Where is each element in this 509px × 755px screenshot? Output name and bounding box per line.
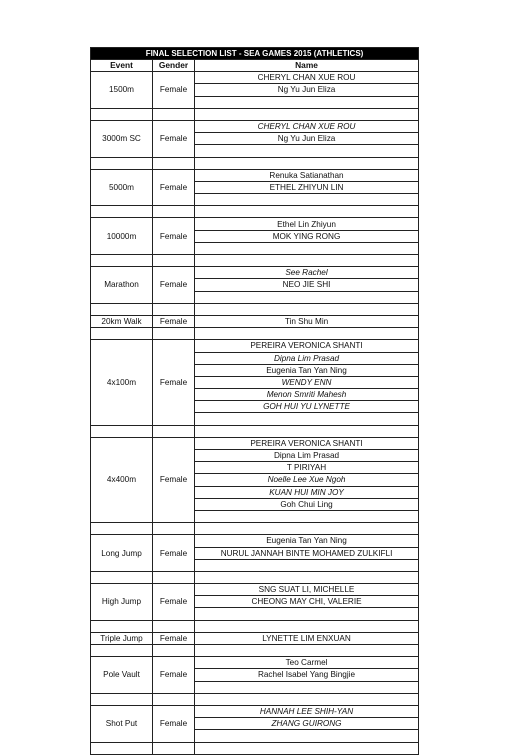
empty-name-cell <box>195 145 419 157</box>
table-row <box>91 584 419 596</box>
gender-cell: Female <box>153 120 195 157</box>
table-row <box>91 120 419 132</box>
table-row <box>91 169 419 181</box>
blank-cell <box>153 645 195 657</box>
table-row <box>91 657 419 669</box>
athlete-name-cell: Goh Chui Ling <box>195 498 419 510</box>
blank-cell <box>153 523 195 535</box>
event-cell: Triple Jump <box>91 632 153 644</box>
blank-cell <box>91 523 153 535</box>
separator-row <box>91 645 419 657</box>
gender-header: Gender <box>153 60 195 72</box>
event-cell: Shot Put <box>91 705 153 742</box>
athlete-name-cell: PEREIRA VERONICA SHANTI <box>195 437 419 449</box>
blank-cell <box>91 571 153 583</box>
blank-cell <box>91 255 153 267</box>
table-row <box>91 267 419 279</box>
separator-row <box>91 571 419 583</box>
empty-name-cell <box>195 96 419 108</box>
selection-table <box>90 47 419 755</box>
athlete-name-cell: Renuka Satianathan <box>195 169 419 181</box>
blank-cell <box>195 108 419 120</box>
blank-cell <box>153 693 195 705</box>
gender-cell: Female <box>153 535 195 572</box>
title-row <box>91 48 419 60</box>
athlete-name-cell: Ethel Lin Zhiyun <box>195 218 419 230</box>
blank-cell <box>195 157 419 169</box>
blank-cell <box>195 742 419 754</box>
table-row <box>91 218 419 230</box>
athlete-name-cell: CHERYL CHAN XUE ROU <box>195 120 419 132</box>
blank-cell <box>91 206 153 218</box>
blank-cell <box>153 108 195 120</box>
separator-row <box>91 108 419 120</box>
table-row <box>91 315 419 327</box>
athlete-name-cell: Noelle Lee Xue Ngoh <box>195 474 419 486</box>
gender-cell: Female <box>153 657 195 694</box>
selection-sheet <box>90 47 418 755</box>
blank-cell <box>91 620 153 632</box>
empty-name-cell <box>195 608 419 620</box>
table-row <box>91 340 419 352</box>
empty-name-cell <box>195 242 419 254</box>
athlete-name-cell: Dipna Lim Prasad <box>195 450 419 462</box>
blank-cell <box>195 425 419 437</box>
gender-cell: Female <box>153 584 195 621</box>
table-row <box>91 72 419 84</box>
athlete-name-cell: Ng Yu Jun Eliza <box>195 133 419 145</box>
table-row <box>91 705 419 717</box>
blank-cell <box>195 645 419 657</box>
event-cell: Marathon <box>91 267 153 304</box>
blank-cell <box>91 742 153 754</box>
empty-name-cell <box>195 730 419 742</box>
athlete-name-cell: ZHANG GUIRONG <box>195 718 419 730</box>
athlete-name-cell: CHERYL CHAN XUE ROU <box>195 72 419 84</box>
athlete-name-cell: ETHEL ZHIYUN LIN <box>195 181 419 193</box>
athlete-name-cell: LYNETTE LIM ENXUAN <box>195 632 419 644</box>
athlete-name-cell: GOH HUI YU LYNETTE <box>195 401 419 413</box>
blank-cell <box>91 157 153 169</box>
table-body <box>91 72 419 755</box>
empty-name-cell <box>195 510 419 522</box>
athlete-name-cell: HANNAH LEE SHIH-YAN <box>195 705 419 717</box>
empty-name-cell <box>195 681 419 693</box>
event-cell: 4x100m <box>91 340 153 425</box>
athlete-name-cell: See Rachel <box>195 267 419 279</box>
blank-cell <box>195 693 419 705</box>
blank-cell <box>153 620 195 632</box>
blank-cell <box>91 645 153 657</box>
gender-cell: Female <box>153 169 195 206</box>
blank-cell <box>195 328 419 340</box>
blank-cell <box>195 206 419 218</box>
athlete-name-cell: Eugenia Tan Yan Ning <box>195 364 419 376</box>
separator-row <box>91 620 419 632</box>
separator-row <box>91 303 419 315</box>
athlete-name-cell: NEO JIE SHI <box>195 279 419 291</box>
separator-row <box>91 157 419 169</box>
table-row <box>91 535 419 547</box>
athlete-name-cell: Ng Yu Jun Eliza <box>195 84 419 96</box>
gender-cell: Female <box>153 218 195 255</box>
blank-cell <box>153 328 195 340</box>
table-title: FINAL SELECTION LIST - SEA GAMES 2015 (ATHLETICS) <box>91 48 419 60</box>
event-cell: High Jump <box>91 584 153 621</box>
empty-name-cell <box>195 559 419 571</box>
blank-cell <box>91 328 153 340</box>
header-row <box>91 60 419 72</box>
athlete-name-cell: CHEONG MAY CHI, VALERIE <box>195 596 419 608</box>
athlete-name-cell: Dipna Lim Prasad <box>195 352 419 364</box>
separator-row <box>91 523 419 535</box>
athlete-name-cell: SNG SUAT LI, MICHELLE <box>195 584 419 596</box>
athlete-name-cell: Teo Carmel <box>195 657 419 669</box>
separator-row <box>91 255 419 267</box>
gender-cell: Female <box>153 437 195 522</box>
blank-cell <box>153 425 195 437</box>
empty-name-cell <box>195 413 419 425</box>
blank-cell <box>153 157 195 169</box>
separator-row <box>91 693 419 705</box>
gender-cell: Female <box>153 267 195 304</box>
separator-row <box>91 425 419 437</box>
separator-row <box>91 206 419 218</box>
event-cell: Pole Vault <box>91 657 153 694</box>
athlete-name-cell: Rachel Isabel Yang Bingjie <box>195 669 419 681</box>
event-cell: 10000m <box>91 218 153 255</box>
athlete-name-cell: MOK YING RONG <box>195 230 419 242</box>
event-cell: 20km Walk <box>91 315 153 327</box>
name-header: Name <box>195 60 419 72</box>
gender-cell: Female <box>153 632 195 644</box>
event-cell: 5000m <box>91 169 153 206</box>
gender-cell: Female <box>153 315 195 327</box>
table-row <box>91 632 419 644</box>
event-cell: Long Jump <box>91 535 153 572</box>
blank-cell <box>195 523 419 535</box>
athlete-name-cell: Eugenia Tan Yan Ning <box>195 535 419 547</box>
empty-name-cell <box>195 291 419 303</box>
blank-cell <box>153 571 195 583</box>
event-header: Event <box>91 60 153 72</box>
separator-row <box>91 328 419 340</box>
blank-cell <box>91 303 153 315</box>
event-cell: 3000m SC <box>91 120 153 157</box>
table-row <box>91 437 419 449</box>
blank-cell <box>91 693 153 705</box>
blank-cell <box>91 108 153 120</box>
gender-cell: Female <box>153 72 195 109</box>
blank-cell <box>195 620 419 632</box>
event-cell: 1500m <box>91 72 153 109</box>
blank-cell <box>195 571 419 583</box>
athlete-name-cell: T PIRIYAH <box>195 462 419 474</box>
athlete-name-cell: PEREIRA VERONICA SHANTI <box>195 340 419 352</box>
blank-cell <box>91 425 153 437</box>
gender-cell: Female <box>153 340 195 425</box>
gender-cell: Female <box>153 705 195 742</box>
blank-cell <box>153 303 195 315</box>
blank-cell <box>153 255 195 267</box>
athlete-name-cell: Tin Shu Min <box>195 315 419 327</box>
blank-cell <box>195 303 419 315</box>
blank-cell <box>153 206 195 218</box>
blank-cell <box>195 255 419 267</box>
athlete-name-cell: NURUL JANNAH BINTE MOHAMED ZULKIFLI <box>195 547 419 559</box>
athlete-name-cell: Menon Smriti Mahesh <box>195 389 419 401</box>
event-cell: 4x400m <box>91 437 153 522</box>
separator-row <box>91 742 419 754</box>
athlete-name-cell: WENDY ENN <box>195 376 419 388</box>
athlete-name-cell: KUAN HUI MIN JOY <box>195 486 419 498</box>
blank-cell <box>153 742 195 754</box>
empty-name-cell <box>195 194 419 206</box>
